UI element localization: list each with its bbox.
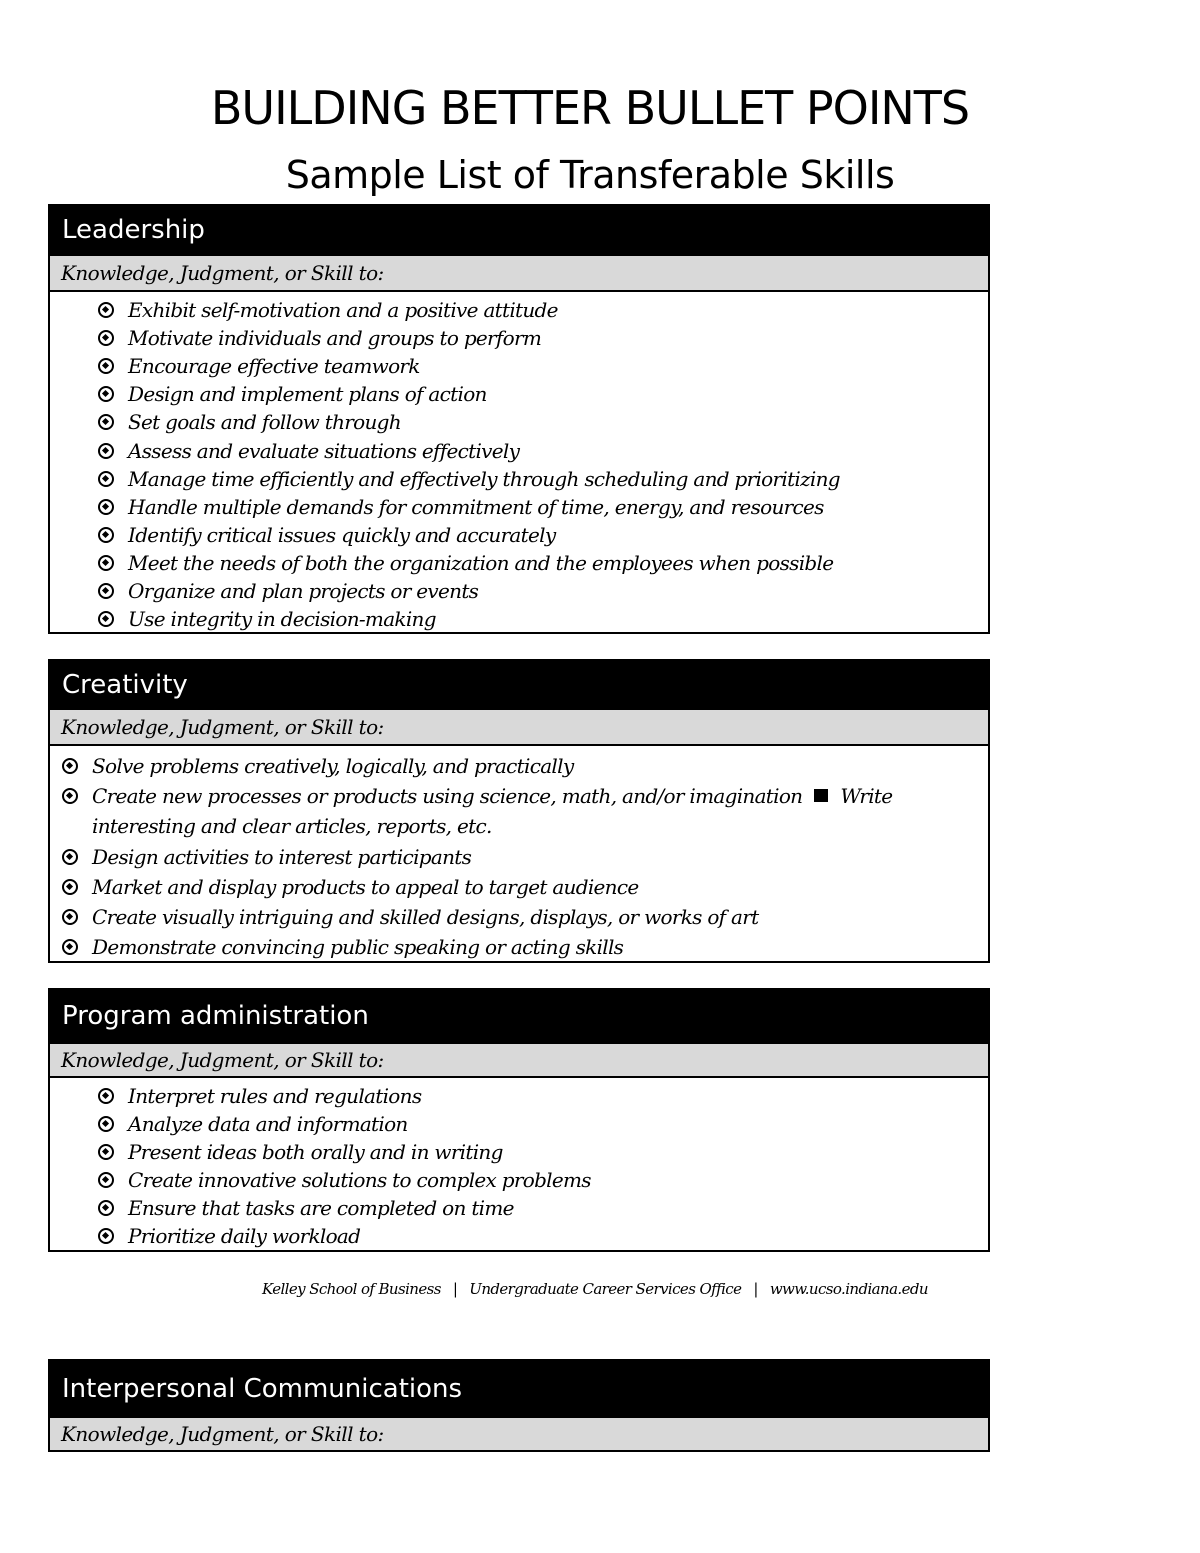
list-item: Create innovative solutions to complex problems: [50, 1166, 988, 1194]
skill-list: [50, 746, 988, 962]
list-item: Design activities to interest participants: [50, 842, 988, 872]
star-circle-bullet-icon: [62, 849, 78, 865]
list-item: Set goals and follow through: [50, 408, 988, 436]
skill-list: [50, 1078, 988, 1250]
footer-office: Undergraduate Career Services Office: [469, 1280, 742, 1298]
star-circle-bullet-icon: [98, 527, 114, 543]
star-circle-bullet-icon: [62, 758, 78, 774]
list-item: Demonstrate convincing public speaking or acting skills: [50, 932, 988, 962]
footer-website: www.ucso.indiana.edu: [769, 1280, 928, 1298]
star-circle-bullet-icon: [98, 358, 114, 374]
list-item: Handle multiple demands for commitment of time, energy, and resources: [50, 493, 988, 521]
list-item: Interpret rules and regulations: [50, 1082, 988, 1110]
list-item: Meet the needs of both the organization and the employees when possible: [50, 549, 988, 577]
star-circle-bullet-icon: [98, 302, 114, 318]
list-item: Encourage effective teamwork: [50, 352, 988, 380]
list-item: Create visually intriguing and skilled designs, displays, or works of art: [50, 902, 988, 932]
list-item: Design and implement plans of action: [50, 380, 988, 408]
star-circle-bullet-icon: [98, 499, 114, 515]
list-item: Present ideas both orally and in writing: [50, 1138, 988, 1166]
section-heading: Program administration: [50, 990, 988, 1042]
list-item: Exhibit self-motivation and a positive attitude: [50, 296, 988, 324]
page-footer: [262, 1280, 928, 1298]
star-circle-bullet-icon: [98, 1200, 114, 1216]
list-item: Analyze data and information: [50, 1110, 988, 1138]
star-circle-bullet-icon: [62, 909, 78, 925]
star-circle-bullet-icon: [62, 788, 78, 804]
star-circle-bullet-icon: [98, 414, 114, 430]
star-circle-bullet-icon: [98, 1144, 114, 1160]
footer-separator: |: [753, 1280, 758, 1298]
list-item: Create new processes or products using science, math, and/or imagination Write interesting and clear articles, reports, etc.: [50, 781, 988, 841]
document-icon: [814, 789, 828, 802]
footer-school: Kelley School of Business: [262, 1280, 441, 1298]
list-item: Identify critical issues quickly and accurately: [50, 521, 988, 549]
list-item: Ensure that tasks are completed on time: [50, 1194, 988, 1222]
star-circle-bullet-icon: [98, 611, 114, 627]
list-item: Market and display products to appeal to target audience: [50, 872, 988, 902]
section-subheading: Knowledge, Judgment, or Skill to:: [50, 1042, 988, 1078]
section-subheading: Knowledge, Judgment, or Skill to:: [50, 1416, 988, 1450]
footer-separator: |: [452, 1280, 458, 1298]
section-subheading: Knowledge, Judgment, or Skill to:: [50, 254, 988, 292]
list-item: Manage time efficiently and effectively through scheduling and prioritizing: [50, 465, 988, 493]
section-subheading: Knowledge, Judgment, or Skill to:: [50, 708, 988, 746]
star-circle-bullet-icon: [98, 555, 114, 571]
star-circle-bullet-icon: [98, 386, 114, 402]
star-circle-bullet-icon: [98, 471, 114, 487]
skill-list: [50, 292, 988, 633]
section-creativity: [48, 659, 990, 963]
star-circle-bullet-icon: [98, 443, 114, 459]
star-circle-bullet-icon: [98, 1172, 114, 1188]
list-item: Use integrity in decision-making: [50, 605, 988, 633]
list-item: Motivate individuals and groups to perform: [50, 324, 988, 352]
star-circle-bullet-icon: [98, 1088, 114, 1104]
list-item: Assess and evaluate situations effectively: [50, 436, 988, 464]
star-circle-bullet-icon: [98, 330, 114, 346]
section-heading: Leadership: [50, 206, 988, 254]
list-item: Organize and plan projects or events: [50, 577, 988, 605]
section-heading: Interpersonal Communications: [50, 1361, 988, 1416]
star-circle-bullet-icon: [98, 1228, 114, 1244]
section-program-administration: [48, 988, 990, 1252]
list-item: Prioritize daily workload: [50, 1222, 988, 1250]
section-leadership: [48, 204, 990, 634]
star-circle-bullet-icon: [62, 939, 78, 955]
page-title: BUILDING BETTER BULLET POINTS: [210, 81, 970, 135]
star-circle-bullet-icon: [98, 583, 114, 599]
page-subtitle: Sample List of Transferable Skills: [285, 153, 895, 197]
star-circle-bullet-icon: [98, 1116, 114, 1132]
list-item: Solve problems creatively, logically, and practically: [50, 751, 988, 781]
section-heading: Creativity: [50, 661, 988, 708]
section-interpersonal-communications: [48, 1359, 990, 1452]
star-circle-bullet-icon: [62, 879, 78, 895]
